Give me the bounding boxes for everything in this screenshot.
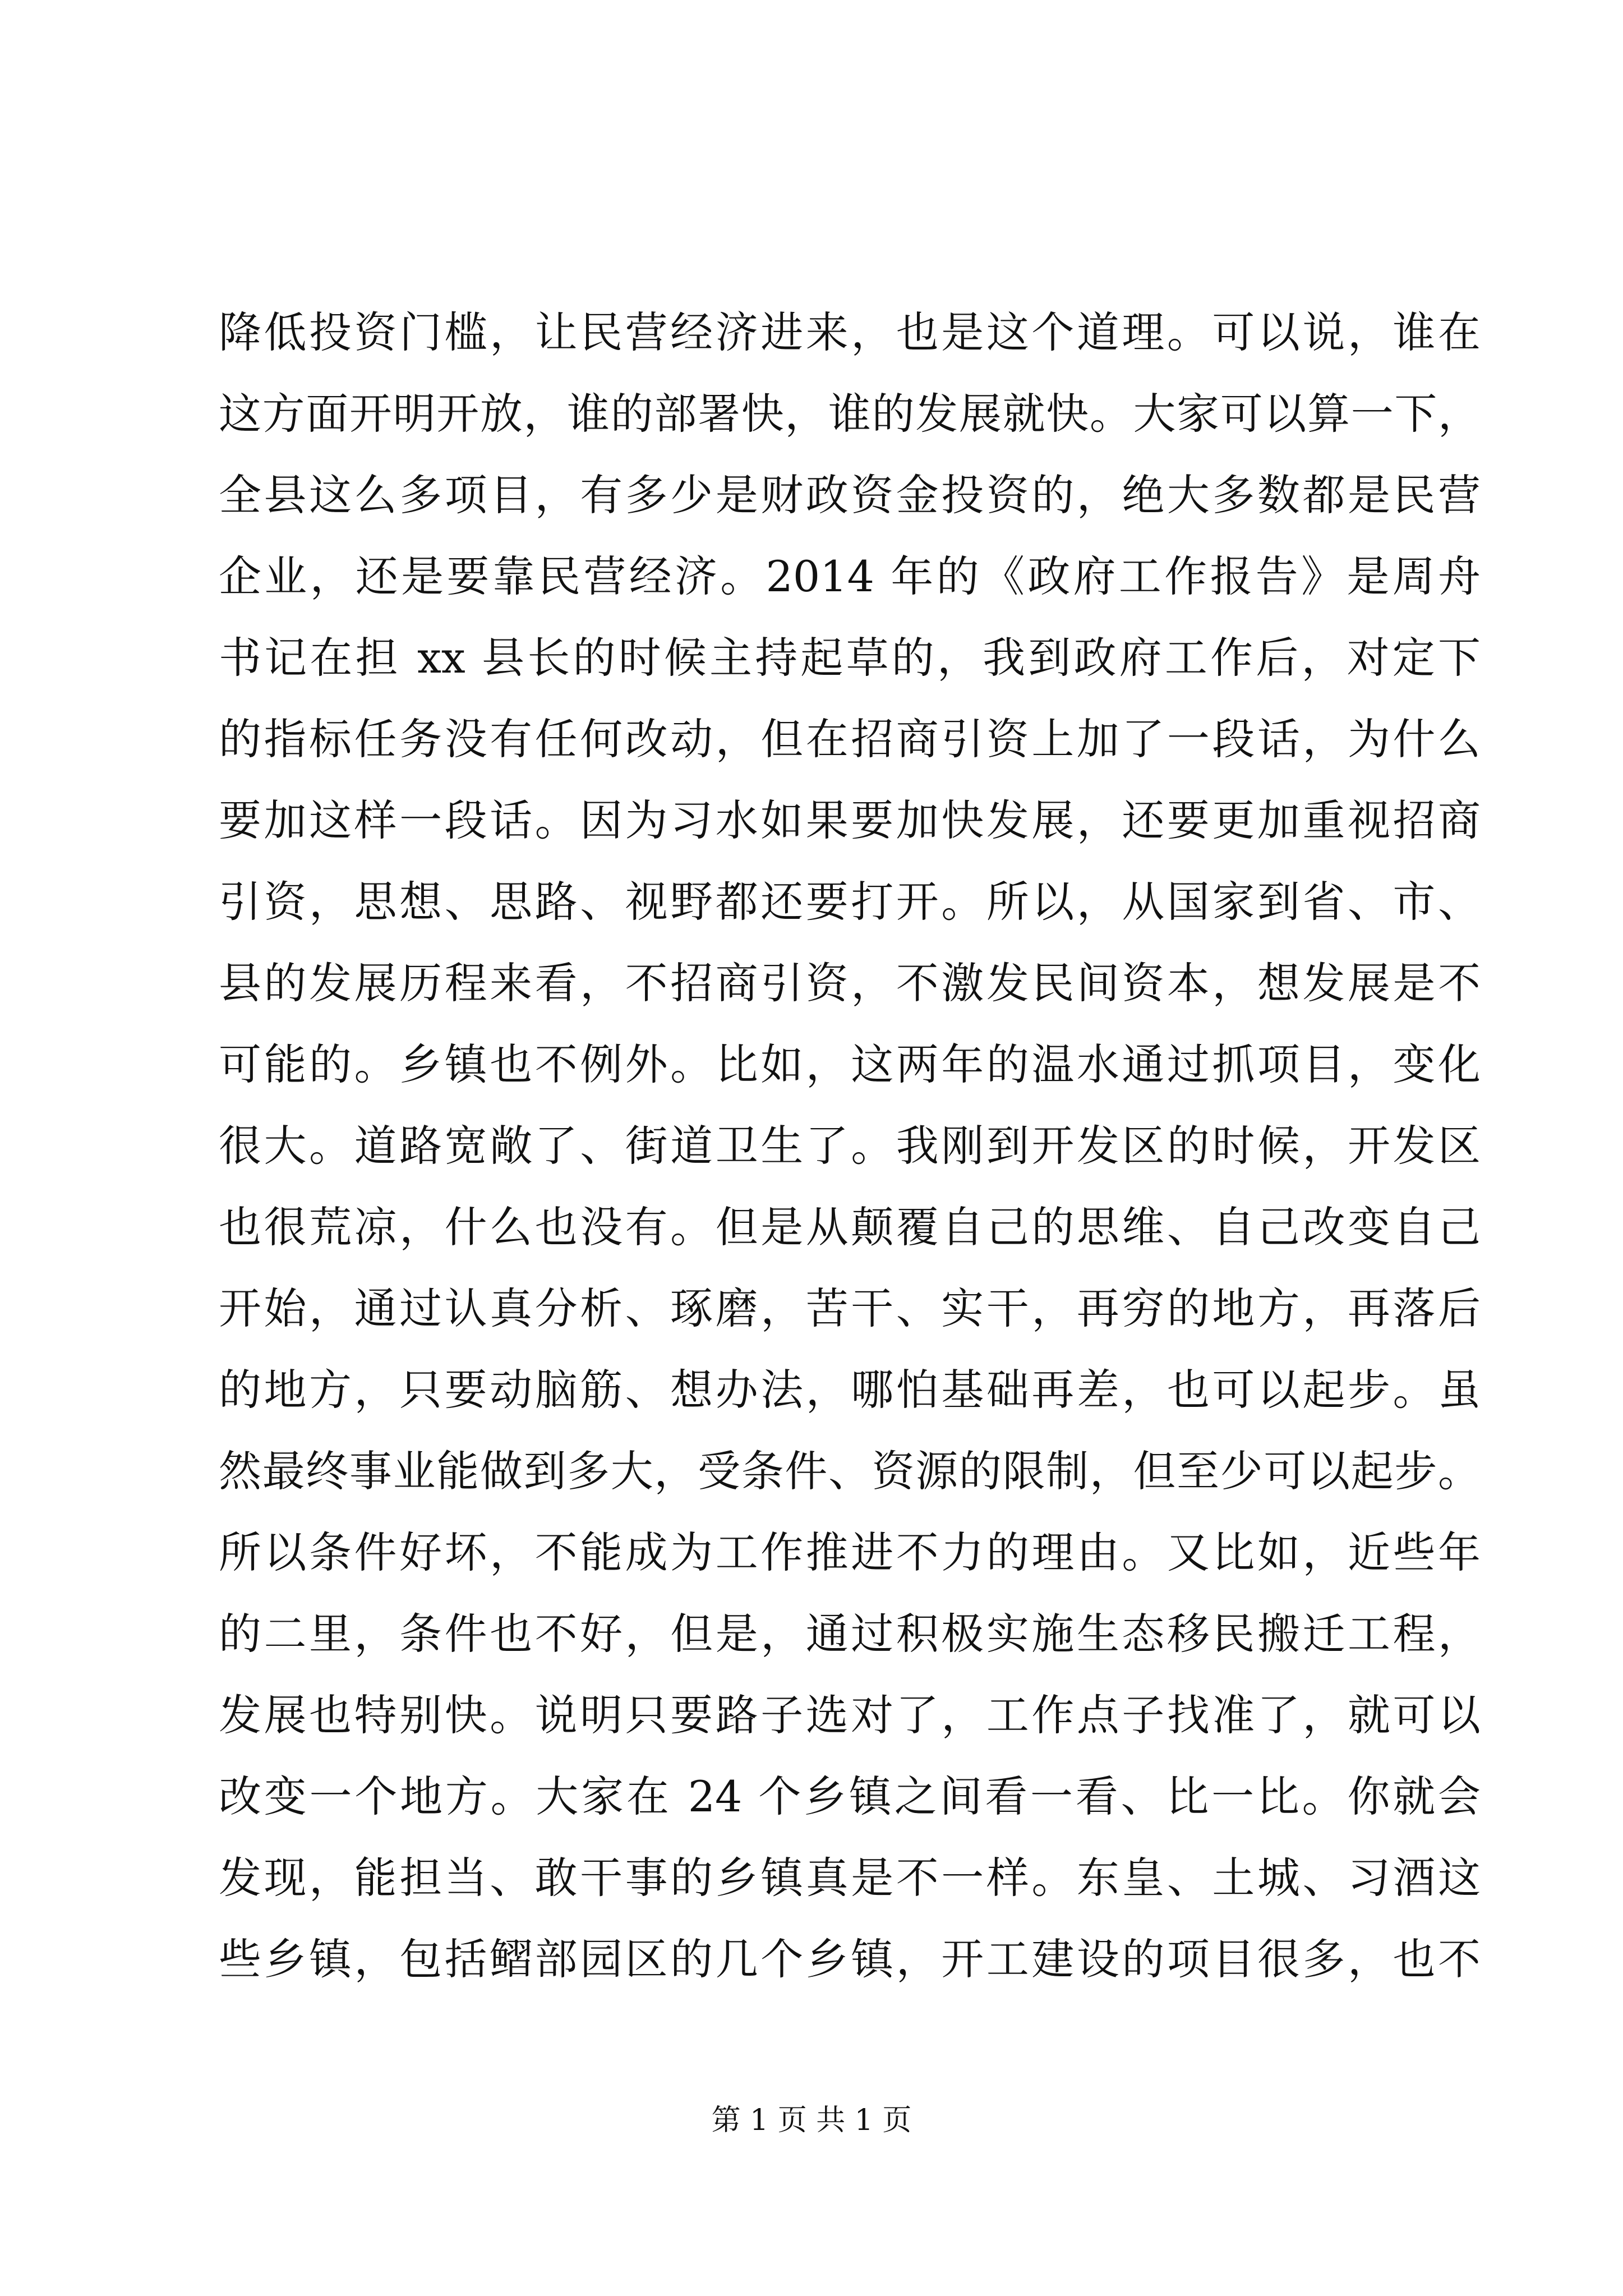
text-line: 的地方，只要动脑筋、想办法，哪怕基础再差，也可以起步。虽 xyxy=(219,1365,1481,1415)
text-line: 改变一个地方。大家在 24 个乡镇之间看一看、比一比。你就会 xyxy=(219,1772,1481,1821)
text-line: 也很荒凉，什么也没有。但是从颠覆自己的思维、自己改变自己 xyxy=(219,1202,1481,1252)
text-line: 所以条件好坏，不能成为工作推进不力的理由。又比如，近些年 xyxy=(219,1527,1481,1577)
text-line: 很大。道路宽敞了、街道卫生了。我刚到开发区的时候，开发区 xyxy=(219,1121,1481,1171)
text-line: 引资，思想、思路、视野都还要打开。所以，从国家到省、市、 xyxy=(219,877,1481,927)
text-line: 发展也特别快。说明只要路子选对了，工作点子找准了，就可以 xyxy=(219,1690,1481,1740)
text-line: 要加这样一段话。因为习水如果要加快发展，还要更加重视招商 xyxy=(219,795,1481,845)
page-footer xyxy=(0,2101,1623,2140)
text-line: 些乡镇，包括鳛部园区的几个乡镇，开工建设的项目很多，也不 xyxy=(219,1934,1481,1984)
text-line: 开始，通过认真分析、琢磨，苦干、实干，再穷的地方，再落后 xyxy=(219,1283,1481,1333)
text-line: 全县这么多项目，有多少是财政资金投资的，绝大多数都是民营 xyxy=(219,470,1481,520)
text-line: 县的发展历程来看，不招商引资，不激发民间资本，想发展是不 xyxy=(219,958,1481,1008)
text-line: 的指标任务没有任何改动，但在招商引资上加了一段话，为什么 xyxy=(219,714,1481,764)
text-line: 企业，还是要靠民营经济。2014 年的《政府工作报告》是周舟 xyxy=(219,551,1481,601)
text-line: 这方面开明开放，谁的部署快，谁的发展就快。大家可以算一下， xyxy=(219,389,1481,439)
text-line: 的二里，条件也不好，但是，通过积极实施生态移民搬迁工程， xyxy=(219,1609,1481,1659)
text-line: 然最终事业能做到多大，受条件、资源的限制，但至少可以起步。 xyxy=(219,1446,1481,1496)
body-text xyxy=(219,292,1481,2000)
text-line: 降低投资门槛，让民营经济进来，也是这个道理。可以说，谁在 xyxy=(219,307,1481,357)
text-line: 可能的。乡镇也不例外。比如，这两年的温水通过抓项目，变化 xyxy=(219,1039,1481,1089)
page-number-label: 第 1 页 共 1 页 xyxy=(711,2104,912,2137)
text-line: 书记在担 xx 县长的时候主持起草的，我到政府工作后，对定下 xyxy=(219,633,1481,683)
text-line: 发现，能担当、敢干事的乡镇真是不一样。东皇、土城、习酒这 xyxy=(219,1853,1481,1903)
